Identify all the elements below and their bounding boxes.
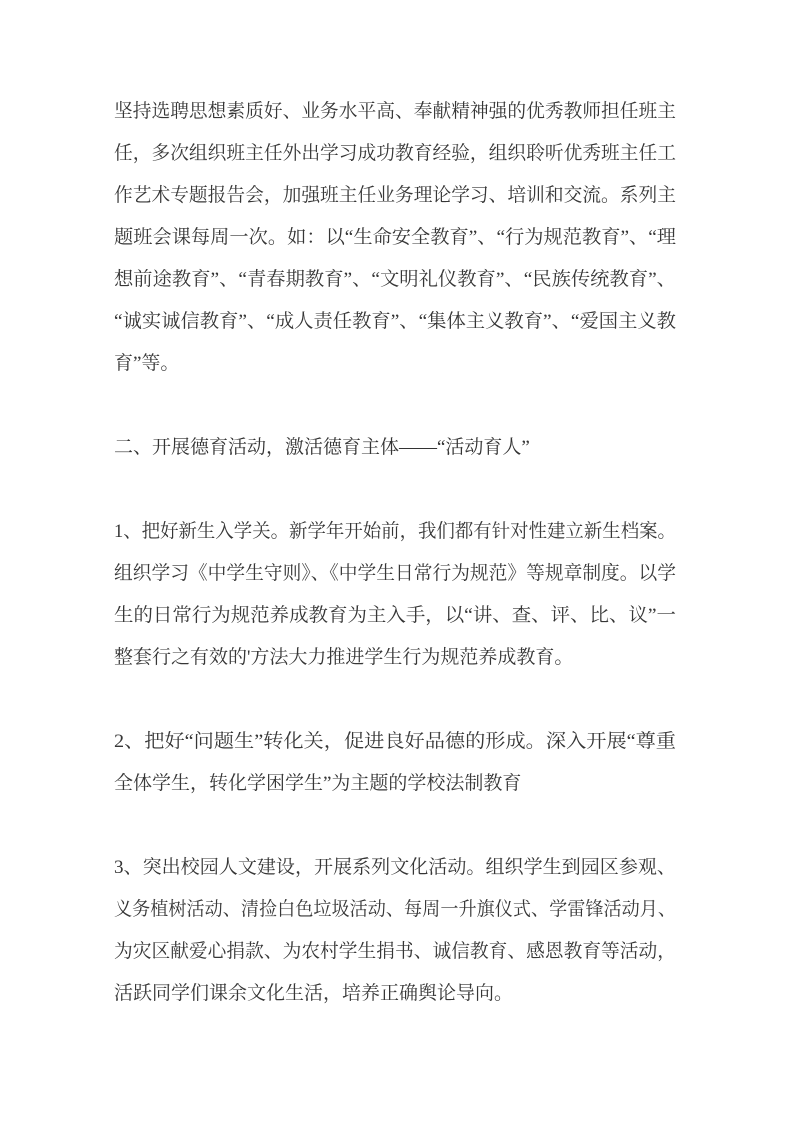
- text-line: [114, 427, 676, 469]
- text-run: 坚持选聘思想素质好、业务水平高、奉献精神强的优秀教师担任班主: [114, 101, 676, 122]
- text-run: 题班会课每周一次。如：以“生命安全教育”、“行为规范教育”、“理: [114, 227, 676, 248]
- text-line: [114, 973, 676, 1015]
- paragraph: [114, 847, 676, 1015]
- text-line: [114, 931, 676, 973]
- text-run: 1、把好新生入学关。新学年开始前，我们都有针对性建立新生档案。: [114, 521, 676, 542]
- text-run: 为灾区献爱心捐款、为农村学生捐书、诚信教育、感恩教育等活动，: [114, 941, 676, 962]
- text-line: [114, 553, 676, 595]
- text-run: 二、开展德育活动，激活德育主体——“活动育人”: [114, 437, 530, 458]
- text-line: [114, 259, 676, 301]
- document-content: [114, 91, 676, 1015]
- text-run: 育”等。: [114, 353, 180, 374]
- text-line: [114, 637, 676, 679]
- text-line: [114, 133, 676, 175]
- text-run: 组织学习《中学生守则》、《中学生日常行为规范》等规章制度。以学: [114, 563, 676, 584]
- text-run: “诚实诚信教育”、“成人责任教育”、“集体主义教育”、“爱国主义教: [114, 311, 676, 332]
- text-line: [114, 217, 676, 259]
- text-run: 作艺术专题报告会，加强班主任业务理论学习、培训和交流。系列主: [114, 185, 676, 206]
- text-run: 想前途教育”、“青春期教育”、“文明礼仪教育”、“民族传统教育”、: [114, 269, 676, 290]
- text-line: [114, 175, 676, 217]
- text-line: [114, 91, 676, 133]
- section-heading: [114, 427, 676, 469]
- paragraph: [114, 91, 676, 385]
- text-line: [114, 889, 676, 931]
- text-run: 义务植树活动、清捡白色垃圾活动、每周一升旗仪式、学雷锋活动月、: [114, 899, 676, 920]
- text-run: 3、突出校园人文建设，开展系列文化活动。组织学生到园区参观、: [114, 857, 676, 878]
- text-line: [114, 343, 676, 385]
- text-line: [114, 511, 676, 553]
- text-line: [114, 721, 676, 763]
- text-line: [114, 595, 676, 637]
- text-run: 全体学生，转化学困学生”为主题的学校法制教育: [114, 773, 522, 794]
- paragraph: [114, 721, 676, 805]
- text-run: 整套行之有效的'方法大力推进学生行为规范养成教育。: [114, 647, 574, 668]
- text-run: 任，多次组织班主任外出学习成功教育经验，组织聆听优秀班主任工: [114, 143, 676, 164]
- text-line: [114, 763, 676, 805]
- text-run: 活跃同学们课余文化生活，培养正确舆论导向。: [114, 983, 514, 1004]
- text-line: [114, 847, 676, 889]
- text-line: [114, 301, 676, 343]
- text-run: 生的日常行为规范养成教育为主入手，以“讲、查、评、比、议”一: [114, 605, 676, 626]
- text-run: 2、把好“问题生”转化关，促进良好品德的形成。深入开展“尊重: [114, 731, 676, 752]
- paragraph: [114, 511, 676, 679]
